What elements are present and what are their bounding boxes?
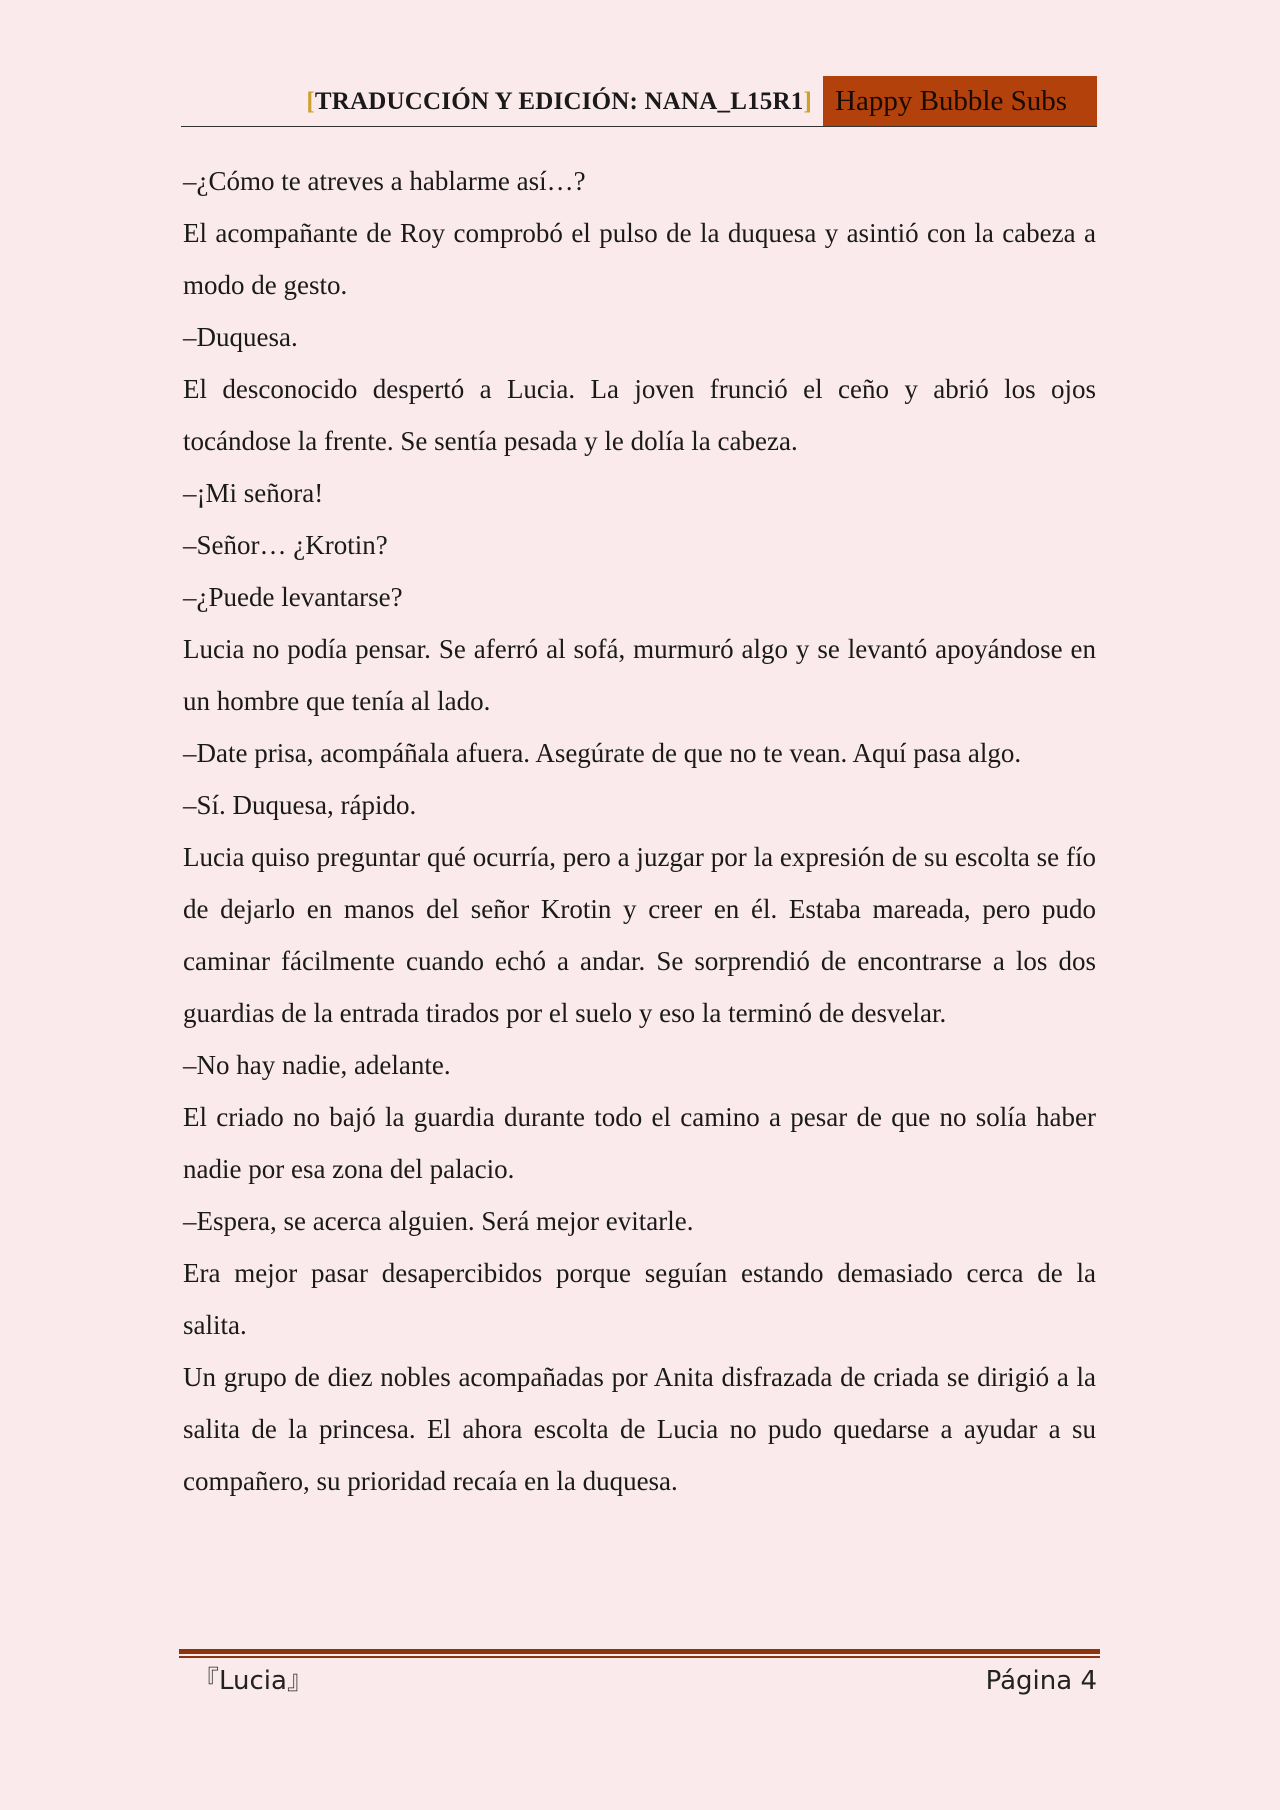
paragraph: –Sí. Duquesa, rápido. [183,790,417,820]
paragraph: Un grupo de diez nobles acompañadas por Anita disfrazada de criada se dirigió a la salita de la princesa. El ahora escolta de Lucia no pudo quedarse a ayudar a su compañero, su prioridad recaía en la duquesa. [183,1362,1096,1496]
paragraph: El desconocido despertó a Lucia. La joven frunció el ceño y abrió los ojos tocándose la frente. Se sentía pesada y le dolía la cabeza. [183,374,1096,456]
header-title [306,88,812,116]
footer-book-title: 『Lucia』 [193,1666,313,1696]
paragraph: –Espera, se acerca alguien. Será mejor evitarle. [183,1206,694,1236]
paragraph: El criado no bajó la guardia durante todo el camino a pesar de que no solía haber nadie por esa zona del palacio. [183,1102,1096,1184]
paragraph: –¿Puede levantarse? [183,582,403,612]
footer-rule [179,1649,1100,1654]
page-header [181,76,1097,127]
header-title-text: TRADUCCIÓN Y EDICIÓN: NANA_L15R1 [314,88,804,115]
paragraph: Lucia no podía pensar. Se aferró al sofá, murmuró algo y se levantó apoyándose en un hombre que tenía al lado. [183,634,1096,716]
footer-page-number: Página 4 [985,1666,1097,1696]
header-close-bracket: ] [803,88,812,115]
paragraph: –Señor… ¿Krotin? [183,530,388,560]
paragraph: El acompañante de Roy comprobó el pulso de la duquesa y asintió con la cabeza a modo de gesto. [183,218,1096,300]
paragraph: –¡Mi señora! [183,478,324,508]
paragraph: –Date prisa, acompáñala afuera. Asegúrate de que no te vean. Aquí pasa algo. [183,738,1022,768]
paragraph: Era mejor pasar desapercibidos porque seguían estando demasiado cerca de la salita. [183,1258,1096,1340]
page-body [183,155,1096,1507]
paragraph: –No hay nadie, adelante. [183,1050,451,1080]
paragraph: –Duquesa. [183,322,298,352]
paragraph: Lucia quiso preguntar qué ocurría, pero a juzgar por la expresión de su escolta se fío de dejarlo en manos del señor Krotin y creer en él. Estaba mareada, pero pudo caminar fácilmente cuando echó a andar. Se sorprendió de encontrarse a los dos guardias de la entrada tirados por el suelo y eso la terminó de desvelar. [183,842,1096,1028]
header-open-bracket: [ [306,88,315,115]
paragraph: –¿Cómo te atreves a hablarme así…? [183,166,586,196]
footer-rule-thin [179,1656,1100,1658]
header-badge: Happy Bubble Subs [823,76,1097,126]
